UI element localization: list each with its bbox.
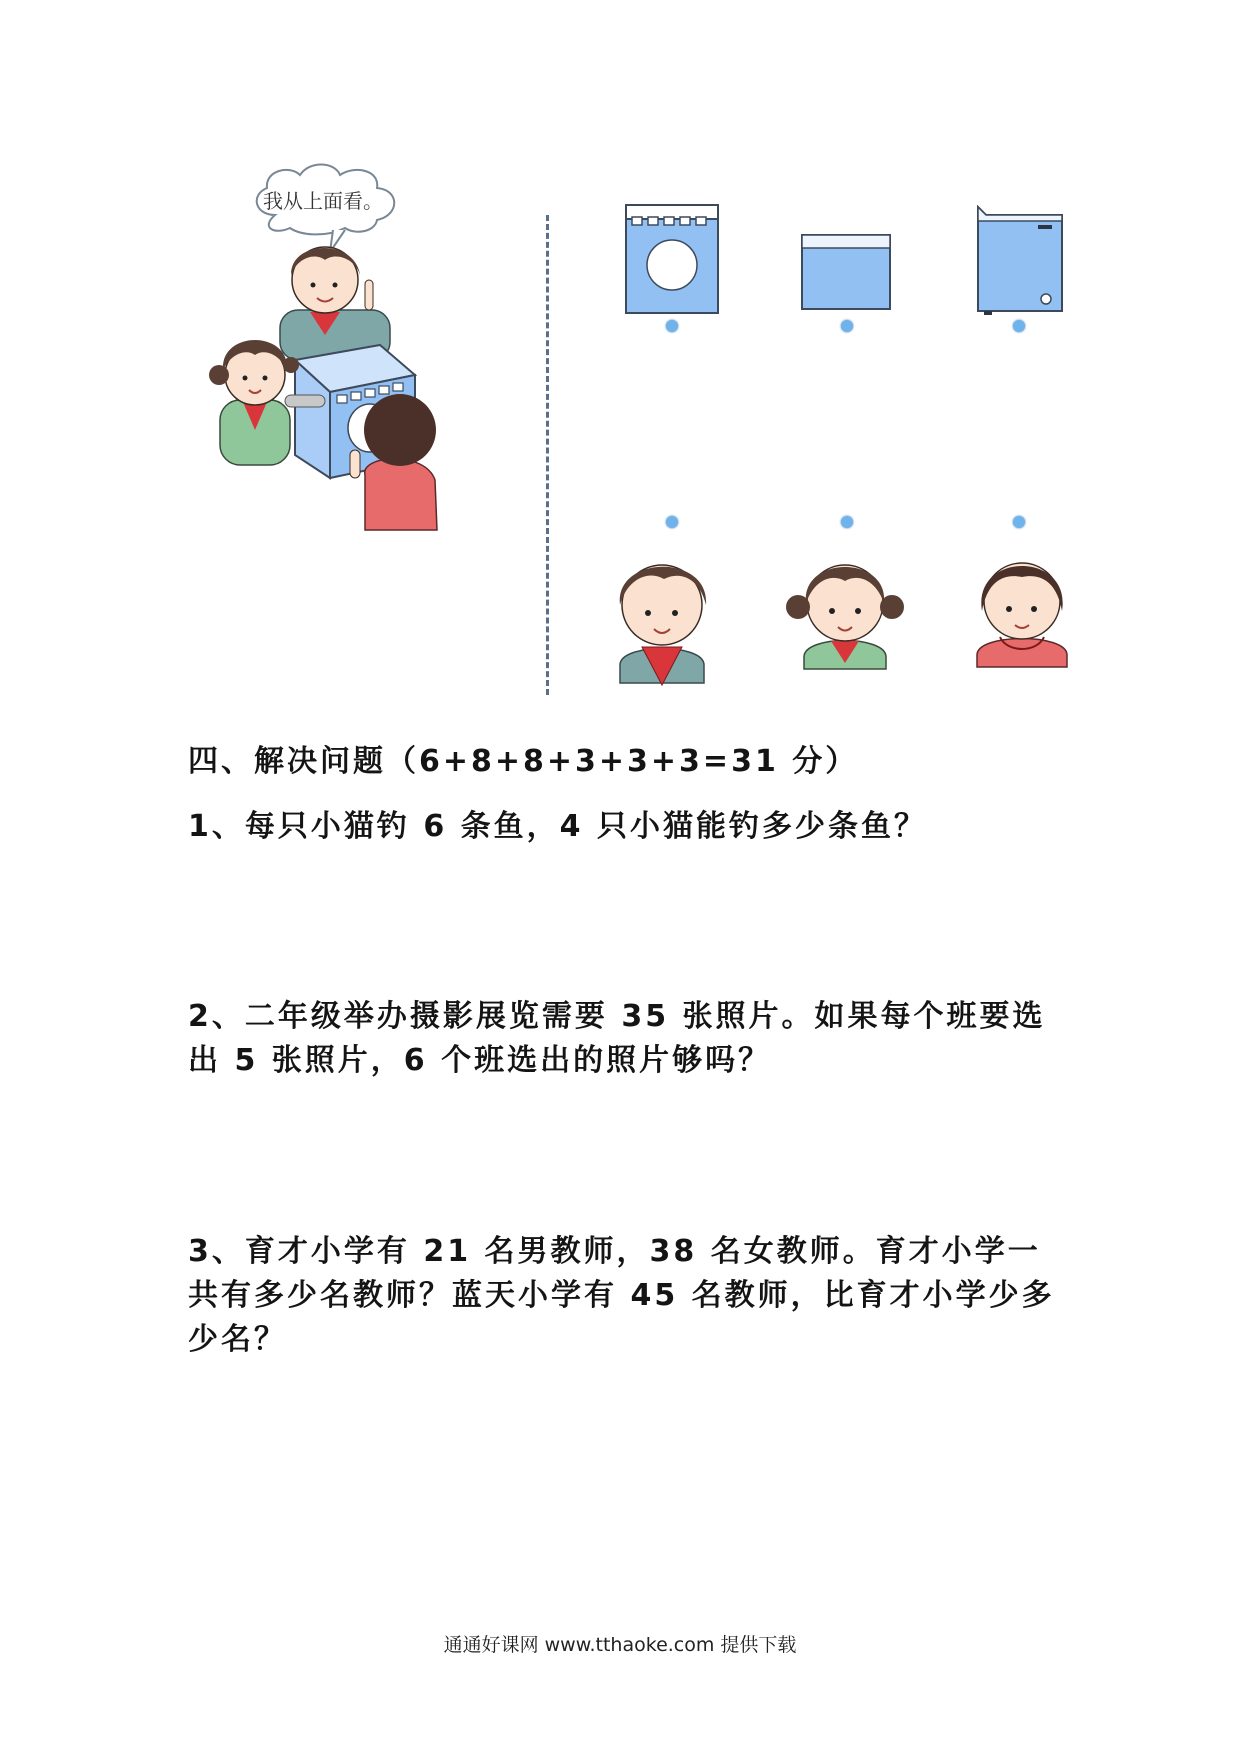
question-3: 3、育才小学有 21 名男教师，38 名女教师。育才小学一共有多少名教师？蓝天小学有 45 名教师，比育才小学少多少名？ — [188, 1234, 1055, 1357]
child-portrait — [972, 543, 1072, 668]
box-view-side — [976, 205, 1064, 315]
box-view-front — [624, 203, 720, 315]
view-dot-top-2 — [841, 320, 853, 332]
speech-bubble — [257, 164, 395, 252]
view-dot-top-3 — [1013, 320, 1025, 332]
question-2: 2、二年级举办摄影展览需要 35 张照片。如果每个班要选出 5 张照片，6 个班选出的照片够吗？ — [188, 999, 1046, 1078]
boy-portrait — [612, 535, 712, 690]
view-dot-bottom-3 — [1013, 516, 1025, 528]
view-dot-top-1 — [666, 320, 678, 332]
boy-top-figure — [280, 247, 390, 360]
box-view-top — [800, 233, 892, 311]
view-dot-bottom-2 — [841, 516, 853, 528]
section-heading: 四、解决问题（6+8+8+3+3+3=31 分） — [188, 744, 859, 779]
kids-viewing-box-illustration — [205, 160, 505, 605]
dashed-divider — [546, 215, 549, 695]
girl-portrait — [786, 545, 904, 670]
view-dot-bottom-1 — [666, 516, 678, 528]
speech-bubble-text: 我从上面看。 — [263, 189, 383, 213]
question-1: 1、每只小猫钓 6 条鱼，4 只小猫能钓多少条鱼？ — [188, 809, 927, 844]
footer-credit: 通通好课网 www.tthaoke.com 提供下载 — [443, 1634, 797, 1656]
